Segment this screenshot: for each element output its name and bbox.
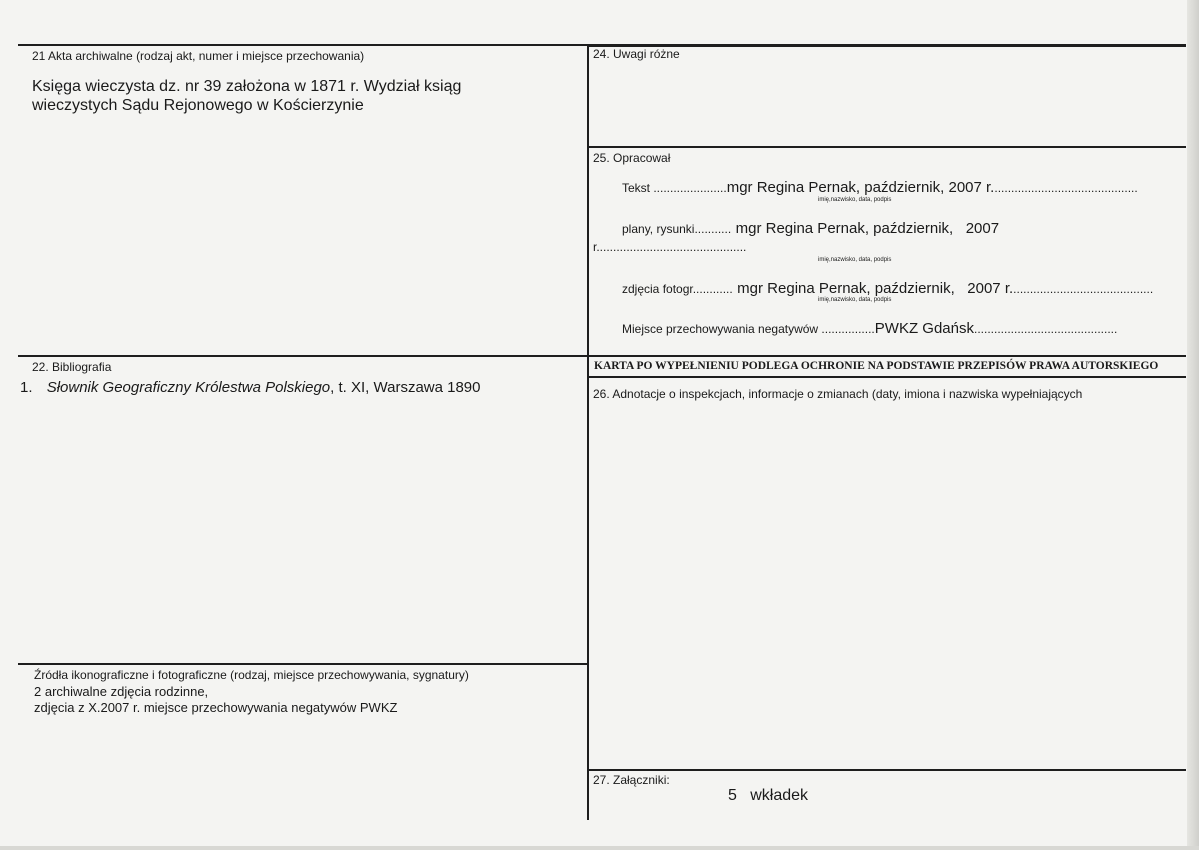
section-27-heading: 27. Załączniki: [593,773,670,787]
zdjecia-value: mgr Regina Pernak, październik, 2007 r. [737,280,1014,297]
zdjecia-dots: .......................................... [1013,282,1154,296]
tekst-dots: ........................................... [994,181,1138,195]
section-27-value: 5 wkładek [728,787,809,804]
divider-27 [588,769,1186,771]
divider-notice-bottom [588,376,1186,378]
copyright-notice: KARTA PO WYPEŁNIENIU PODLEGA OCHRONIE NA PODSTAWIE PRZEPISÓW PRAWA AUTORSKIEGO [594,360,1159,372]
divider-23 [18,663,588,665]
plany-caption: imię,nazwisko, data, podpis [818,257,892,263]
section-25-heading: 25. Opracował [593,151,671,165]
plany-continuation: r............................................. [593,240,747,254]
zdjecia-row [622,280,1153,298]
zdjecia-label: zdjęcia fotogr............ [622,282,733,296]
tekst-value: mgr Regina Pernak, październik, 2007 r. [726,179,995,196]
tekst-caption: imię,nazwisko, data, podpis [818,197,892,203]
bibliography-item-details: , t. XI, Warszawa 1890 [330,379,481,396]
negatywy-value: PWKZ Gdańsk [874,320,974,337]
section-23-line-1: 2 archiwalne zdjęcia rodzinne, [34,684,209,699]
page-edge-bottom [0,846,1199,850]
section-23-line-2: zdjęcia z X.2007 r. miejsce przechowywania negatywów PWKZ [34,700,398,715]
center-divider [587,44,589,820]
zdjecia-caption: imię,nazwisko, data, podpis [818,297,892,303]
section-21-line-2: wieczystych Sądu Rejonowego w Kościerzynie [32,97,364,114]
section-26-heading: 26. Adnotacje o inspekcjach, informacje o zmianach (daty, imiona i nazwiska wypełniających [593,387,1083,401]
section-22-heading: 22. Bibliografia [32,360,112,374]
section-21-line-1: Księga wieczysta dz. nr 39 założona w 1871 r. Wydział ksiąg [32,78,462,95]
divider-notice-top [588,355,1186,357]
negatywy-dots: ........................................... [973,322,1118,336]
top-border-left [18,44,588,46]
tekst-label: Tekst ...................... [622,181,727,195]
section-23-heading: Źródła ikonograficzne i fotograficzne (rodzaj, miejsce przechowywania, sygnatury) [34,668,469,682]
negatywy-row [622,320,1117,338]
section-24-heading: 24. Uwagi różne [593,47,680,61]
bibliography-item [20,379,481,396]
divider-25 [588,146,1186,148]
plany-value: mgr Regina Pernak, październik, 2007 [735,220,1000,237]
divider-22 [18,355,588,357]
tekst-row [622,179,1138,197]
negatywy-label: Miejsce przechowywania negatywów ................ [622,322,875,336]
bibliography-item-title: Słownik Geograficzny Królestwa Polskiego [46,379,331,396]
page-edge-right [1187,0,1199,850]
plany-label: plany, rysunki........... [622,222,732,236]
bibliography-item-number: 1. [20,379,33,396]
plany-row [622,220,999,238]
section-21-heading: 21 Akta archiwalne (rodzaj akt, numer i miejsce przechowania) [32,49,365,63]
